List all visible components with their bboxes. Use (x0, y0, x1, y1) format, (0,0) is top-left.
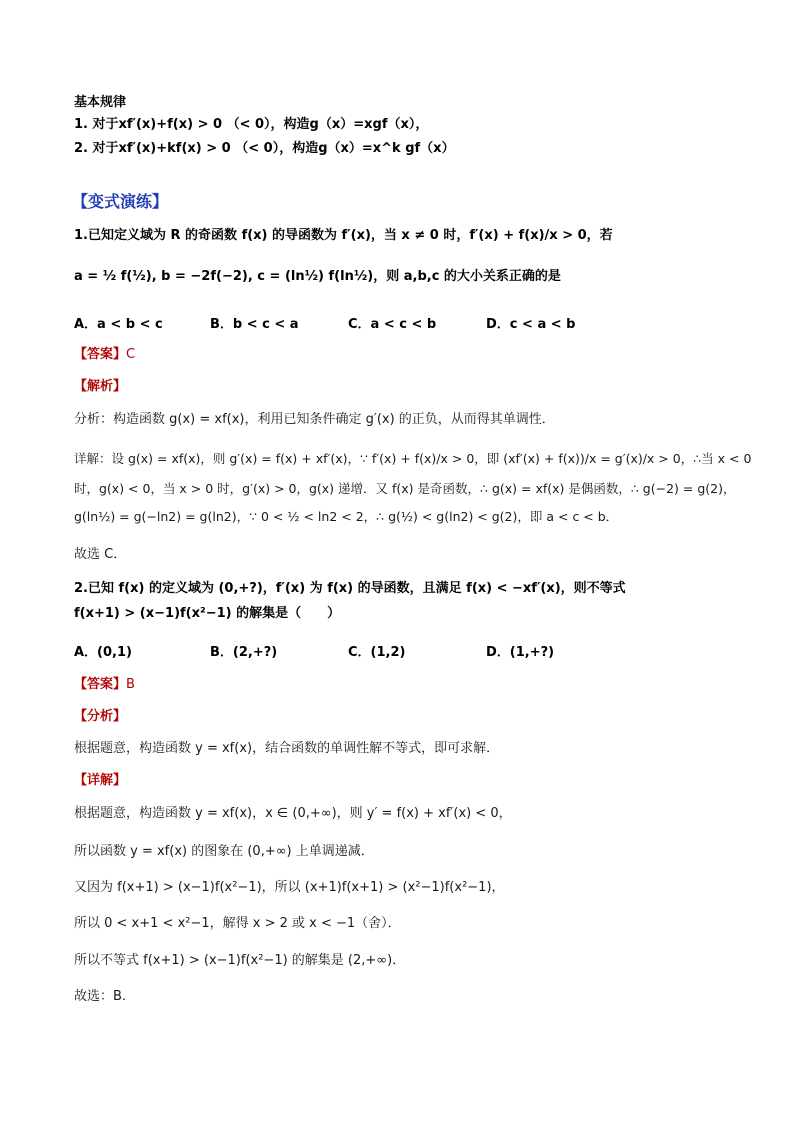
q1-option-d: D．c < a < b (486, 317, 576, 332)
q1-answer-label: 【答案】 (74, 347, 127, 362)
q1-detail-line3: g(ln½) = g(−ln2) = g(ln2)，∵ 0 < ½ < ln2 < 2，∴ g(½) < g(ln2) < g(2)，即 a < c < b． (74, 509, 619, 524)
q1-stem-line2: a = ½ f(½), b = −2f(−2), c = (ln½) f(ln½)，则 a,b,c 的大小关系正确的是 (74, 269, 561, 284)
rule-1: 1. 对于xf′(x)+f(x) > 0 （< 0），构造g（x）=xgf（x）， (74, 117, 429, 132)
q2-option-b: B．(2,+?) (210, 645, 278, 660)
q1-answer-value: C (126, 347, 136, 362)
rule-2: 2. 对于xf′(x)+kf(x) > 0 （< 0），构造g（x）=x^k gf（x） (74, 141, 455, 156)
q1-option-b: B．b < c < a (210, 317, 299, 332)
q1-analysis-label: 【解析】 (74, 379, 127, 394)
q1-detail-line2: 时，g(x) < 0，当 x > 0 时，g′(x) > 0，g(x) 递增．又 f(x) 是奇函数，∴ g(x) = xf(x) 是偶函数，∴ g(−2) = g(2)， (74, 481, 736, 496)
q2-analysis: 根据题意，构造函数 y = xf(x)，结合函数的单调性解不等式，即可求解． (74, 741, 500, 756)
rules-title: 基本规律 (74, 95, 127, 110)
q2-detail-line1: 根据题意，构造函数 y = xf(x)，x ∈ (0,+∞)，则 y′ = f(x) + xf′(x) < 0， (74, 806, 512, 821)
q1-analysis: 分析：构造函数 g(x) = xf(x)，利用已知条件确定 g′(x) 的正负，从而得其单调性． (74, 412, 555, 427)
q1-detail-line1: 详解：设 g(x) = xf(x)，则 g′(x) = f(x) + xf′(x)，∵ f′(x) + f(x)/x > 0，即 (xf′(x) + f(x))/x = g′(x)/x > 0，∴当 x < 0 (74, 451, 752, 466)
q2-detail-line5: 所以不等式 f(x+1) > (x−1)f(x²−1) 的解集是 (2,+∞)． (74, 953, 406, 968)
q1-stem-line1: 1.已知定义域为 R 的奇函数 f(x) 的导函数为 f′(x)，当 x ≠ 0 时，f′(x) + f(x)/x > 0，若 (74, 228, 613, 243)
q2-conclusion: 故选：B. (74, 989, 127, 1004)
q2-answer-label: 【答案】 (74, 677, 127, 692)
q1-answer (74, 346, 135, 364)
q2-detail-label: 【详解】 (74, 773, 127, 788)
q1-option-a: A．a < b < c (74, 317, 163, 332)
q2-detail-line2: 所以函数 y = xf(x) 的图象在 (0,+∞) 上单调递减． (74, 844, 374, 859)
q1-conclusion: 故选 C． (74, 547, 127, 562)
q2-answer (74, 676, 135, 694)
section-title: 【变式演练】 (72, 192, 169, 211)
q2-detail-line4: 所以 0 < x+1 < x²−1，解得 x > 2 或 x < −1（舍）． (74, 916, 401, 931)
q1-option-c: C．a < c < b (348, 317, 437, 332)
q2-detail-line3: 又因为 f(x+1) > (x−1)f(x²−1)，所以 (x+1)f(x+1) > (x²−1)f(x²−1)， (74, 880, 505, 895)
q2-analysis-label: 【分析】 (74, 709, 127, 724)
q2-option-c: C．(1,2) (348, 645, 406, 660)
q2-answer-value: B (126, 677, 135, 692)
q2-option-d: D．(1,+?) (486, 645, 555, 660)
q2-stem-line1: 2.已知 f(x) 的定义域为 (0,+?)，f′(x) 为 f(x) 的导函数，且满足 f(x) < −xf′(x)，则不等式 (74, 581, 626, 596)
q2-option-a: A．(0,1) (74, 645, 132, 660)
q2-stem-line2: f(x+1) > (x−1)f(x²−1) 的解集是（ ） (74, 606, 341, 621)
